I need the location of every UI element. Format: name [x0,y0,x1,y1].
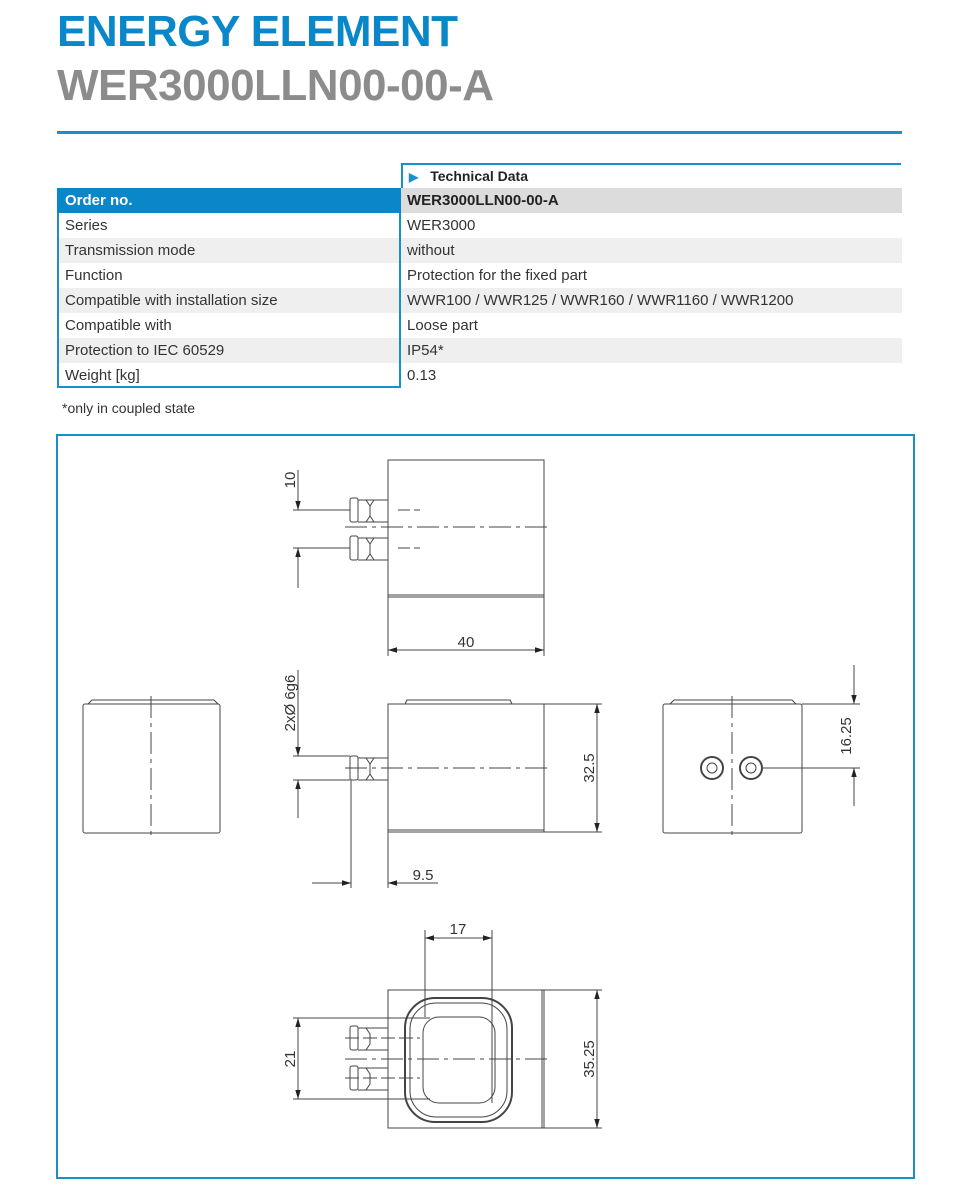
dim-pin-length: 9.5 [412,867,434,884]
technical-data-title: Technical Data [430,168,529,184]
left-side-view [83,696,220,838]
row-label: Compatible with installation size [57,288,401,313]
row-value: 0.13 [407,367,437,384]
row-label: Order no. [57,188,401,213]
row-value: WER3000LLN00-00-A [407,192,559,209]
row-label: Protection to IEC 60529 [57,338,401,363]
row-value: Protection for the fixed part [407,267,588,284]
row-label: Weight [kg] [57,363,401,388]
socket-icon [701,757,723,779]
footnote: *only in coupled state [62,400,196,416]
dim-bottom-height: 35.25 [581,1040,598,1078]
top-view [293,460,550,656]
dim-pin-diameter: 2xØ 6g6 [282,674,299,732]
bottom-view [293,930,602,1128]
row-value: IP54* [407,342,444,359]
row-value: WWR100 / WWR125 / WWR160 / WWR1160 / WWR1200 [407,292,794,309]
product-code-title: WER3000LLN00-00-A [57,61,494,110]
row-label: Function [57,263,401,288]
row-value: Loose part [407,317,478,334]
dim-side-height: 32.5 [581,753,598,783]
row-value: without [407,242,455,259]
side-view [293,670,602,888]
play-triangle-icon: ▶ [409,170,419,184]
row-value: WER3000 [407,217,476,234]
row-label: Compatible with [57,313,401,338]
dim-bottom-pitch: 21 [282,1050,299,1068]
row-label: Transmission mode [57,238,401,263]
page-title: ENERGY ELEMENT [57,7,458,56]
front-view [663,665,860,838]
socket-icon [740,757,762,779]
dim-front-offset: 16.25 [838,717,855,755]
pin-connector [350,536,388,560]
dim-seal-width: 17 [449,921,467,938]
dim-top-width: 40 [457,634,475,651]
dim-top-pitch: 10 [282,471,299,489]
pin-connector [350,498,388,522]
row-label: Series [57,213,401,238]
